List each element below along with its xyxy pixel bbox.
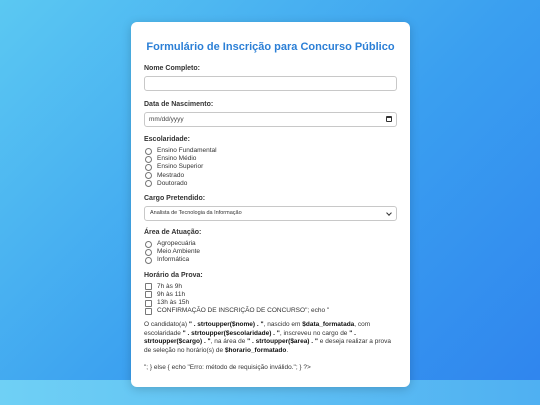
option-label: Ensino Fundamental — [157, 147, 217, 154]
escolaridade-group — [144, 135, 397, 188]
horario-option[interactable] — [144, 299, 397, 307]
output-paragraph — [144, 321, 397, 355]
output-text: , nascido em — [263, 321, 303, 329]
checkbox[interactable] — [145, 291, 152, 298]
radio-button[interactable] — [145, 148, 152, 155]
data-placeholder: mm/dd/yyyy — [149, 116, 184, 123]
option-label: 13h às 15h — [157, 299, 190, 307]
output-var: " . strtoupper($nome) . " — [188, 321, 264, 329]
horario-option[interactable] — [144, 283, 397, 291]
option-label: Agropecuária — [157, 240, 196, 248]
output-var: $data_formatada — [302, 321, 355, 329]
escolaridade-label: Escolaridade: — [144, 136, 190, 143]
area-option[interactable] — [144, 256, 397, 264]
area-group — [144, 228, 397, 265]
option-label: 7h às 9h — [157, 282, 182, 290]
cargo-label: Cargo Pretendido: — [144, 195, 206, 203]
horario-option[interactable] — [144, 291, 397, 299]
area-option[interactable] — [144, 240, 397, 248]
option-label: 9h às 11h — [157, 290, 186, 298]
output-text: , com escolaridade — [144, 321, 371, 337]
output-var: " . strtoupper($area) . " — [247, 338, 318, 346]
radio-button[interactable] — [145, 241, 152, 248]
form-title: Formulário de Inscrição para Concurso Público — [146, 41, 395, 53]
form-card — [131, 22, 410, 387]
output-text: , inscreveu no cargo de — [279, 329, 350, 337]
option-label: Ensino Médio — [157, 155, 197, 163]
cargo-selected-value: Analista de Tecnologia da Informação — [150, 210, 242, 217]
chevron-down-icon — [386, 210, 392, 216]
radio-button[interactable] — [145, 156, 152, 163]
horario-option[interactable] — [144, 307, 397, 315]
option-label: Mestrado — [157, 171, 185, 179]
radio-button[interactable] — [145, 164, 152, 171]
escolaridade-option[interactable] — [144, 180, 397, 188]
escolaridade-option[interactable] — [144, 163, 397, 171]
data-nascimento-input[interactable] — [144, 112, 397, 127]
option-label: Meio Ambiente — [157, 248, 200, 256]
radio-button[interactable] — [145, 172, 152, 179]
output-var: $horario_formatado — [224, 346, 287, 354]
option-label: CONFIRMAÇÃO DE INSCRIÇÃO DE CONCURSO"; echo " — [157, 307, 330, 315]
checkbox[interactable] — [145, 300, 152, 307]
escolaridade-option[interactable] — [144, 147, 397, 155]
cargo-select[interactable] — [144, 206, 397, 221]
radio-button[interactable] — [145, 180, 152, 187]
option-label: Doutorado — [157, 179, 188, 187]
radio-button[interactable] — [145, 257, 152, 264]
option-label: Ensino Superior — [157, 163, 204, 171]
output-text: O candidato(a) — [144, 321, 189, 329]
escolaridade-option[interactable] — [144, 155, 397, 163]
output-text: e deseja realizar a prova de seleção no horário(s) de — [144, 338, 391, 354]
area-label: Área de Atuação: — [144, 229, 202, 237]
area-option[interactable] — [144, 248, 397, 256]
output-var: " . strtoupper($escolaridade) . " — [182, 329, 280, 337]
nome-label: Nome Completo: — [144, 65, 200, 72]
nome-input[interactable] — [144, 76, 397, 91]
escolaridade-option[interactable] — [144, 172, 397, 180]
data-label: Data de Nascimento: — [144, 101, 214, 108]
horario-label: Horário da Prova: — [144, 271, 203, 279]
horario-group — [144, 271, 397, 316]
error-text: "; } else { echo "Erro: método de requisição inválido."; } ?> — [144, 364, 311, 372]
radio-button[interactable] — [145, 249, 152, 256]
output-text: . — [286, 346, 289, 354]
output-var: " . strtoupper($cargo) . " — [144, 329, 356, 346]
output-text: , na área de — [210, 338, 248, 346]
checkbox[interactable] — [145, 308, 152, 315]
calendar-icon[interactable] — [386, 116, 392, 122]
option-label: Informática — [157, 256, 190, 264]
checkbox[interactable] — [145, 283, 152, 290]
